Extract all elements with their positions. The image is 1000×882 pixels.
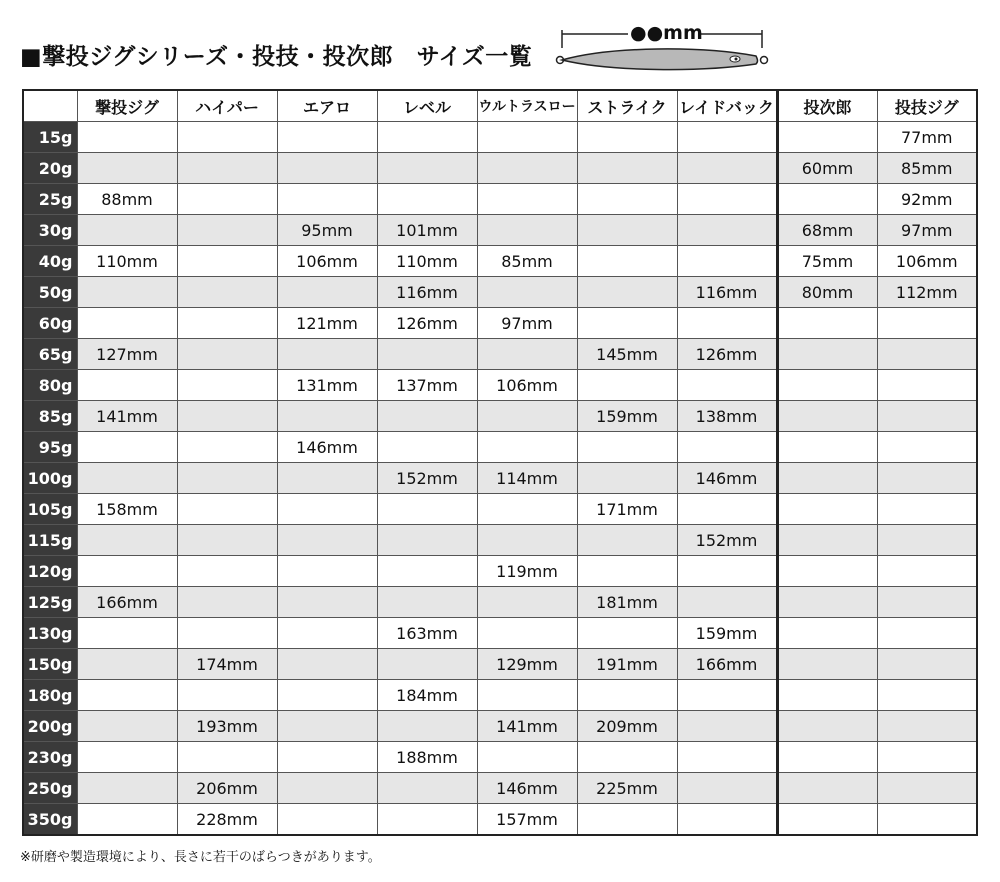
size-cell: [277, 618, 377, 649]
size-cell: [177, 277, 277, 308]
size-cell: [577, 432, 677, 463]
size-cell: [677, 122, 777, 153]
size-cell: [277, 153, 377, 184]
table-row: [23, 308, 977, 339]
size-cell: [477, 339, 577, 370]
size-cell: [477, 618, 577, 649]
size-cell: [777, 184, 877, 215]
size-cell: [477, 153, 577, 184]
size-cell: [877, 649, 977, 680]
weight-label: 95g: [23, 432, 77, 463]
size-cell: [377, 339, 477, 370]
size-cell: [877, 804, 977, 836]
size-cell: [577, 122, 677, 153]
size-cell: [277, 122, 377, 153]
size-cell: [777, 401, 877, 432]
table-row: [23, 773, 977, 804]
size-cell: [677, 587, 777, 618]
size-cell: 141mm: [77, 401, 177, 432]
table-row: [23, 618, 977, 649]
size-cell: [377, 804, 477, 836]
size-cell: [577, 277, 677, 308]
size-cell: [777, 773, 877, 804]
weight-label: 100g: [23, 463, 77, 494]
size-cell: [177, 525, 277, 556]
size-cell: 138mm: [677, 401, 777, 432]
column-header: ハイパー: [177, 90, 277, 122]
size-cell: 85mm: [477, 246, 577, 277]
size-cell: [277, 649, 377, 680]
size-cell: [77, 804, 177, 836]
size-cell: [77, 308, 177, 339]
table-row: [23, 463, 977, 494]
weight-label: 80g: [23, 370, 77, 401]
size-cell: [577, 804, 677, 836]
size-cell: [577, 618, 677, 649]
size-cell: 174mm: [177, 649, 277, 680]
size-cell: [177, 122, 277, 153]
size-cell: [677, 711, 777, 742]
size-cell: [277, 525, 377, 556]
lure-length-label: ●●mm: [630, 22, 703, 44]
size-cell: [77, 711, 177, 742]
size-cell: [177, 494, 277, 525]
size-cell: [677, 246, 777, 277]
size-cell: [577, 680, 677, 711]
size-cell: 209mm: [577, 711, 677, 742]
size-cell: [177, 587, 277, 618]
size-cell: [777, 525, 877, 556]
size-cell: 137mm: [377, 370, 477, 401]
table-row: [23, 277, 977, 308]
size-cell: 184mm: [377, 680, 477, 711]
weight-label: 105g: [23, 494, 77, 525]
size-cell: [377, 122, 477, 153]
table-row: [23, 711, 977, 742]
size-cell: [777, 494, 877, 525]
size-cell: [177, 618, 277, 649]
weight-label: 180g: [23, 680, 77, 711]
size-cell: [877, 587, 977, 618]
size-cell: [477, 122, 577, 153]
size-cell: [377, 587, 477, 618]
size-cell: 80mm: [777, 277, 877, 308]
size-cell: [77, 277, 177, 308]
size-cell: 106mm: [277, 246, 377, 277]
size-cell: [77, 432, 177, 463]
size-cell: [777, 587, 877, 618]
size-cell: [177, 742, 277, 773]
size-cell: 127mm: [77, 339, 177, 370]
size-cell: [277, 804, 377, 836]
size-cell: 75mm: [777, 246, 877, 277]
table-row: [23, 680, 977, 711]
column-header: 撃投ジグ: [77, 90, 177, 122]
size-cell: [477, 401, 577, 432]
size-cell: [177, 246, 277, 277]
table-row: [23, 370, 977, 401]
corner-cell: [23, 90, 77, 122]
table-row: [23, 494, 977, 525]
size-cell: [177, 401, 277, 432]
size-cell: [277, 401, 377, 432]
weight-label: 125g: [23, 587, 77, 618]
size-cell: [777, 804, 877, 836]
table-row: [23, 339, 977, 370]
size-cell: [777, 618, 877, 649]
weight-label: 130g: [23, 618, 77, 649]
size-cell: 163mm: [377, 618, 477, 649]
size-cell: [777, 432, 877, 463]
size-cell: 126mm: [377, 308, 477, 339]
size-cell: [277, 773, 377, 804]
column-header: レイドバック: [677, 90, 777, 122]
size-cell: 225mm: [577, 773, 677, 804]
weight-label: 25g: [23, 184, 77, 215]
size-cell: 119mm: [477, 556, 577, 587]
size-cell: [877, 711, 977, 742]
size-cell: 114mm: [477, 463, 577, 494]
size-cell: [77, 618, 177, 649]
size-cell: [677, 773, 777, 804]
weight-label: 120g: [23, 556, 77, 587]
size-cell: [577, 525, 677, 556]
weight-label: 150g: [23, 649, 77, 680]
size-cell: 110mm: [377, 246, 477, 277]
size-cell: 121mm: [277, 308, 377, 339]
size-cell: [477, 432, 577, 463]
footnote: ※研磨や製造環境により、長さに若干のばらつきがあります。: [20, 850, 381, 865]
size-cell: [677, 680, 777, 711]
size-cell: [477, 215, 577, 246]
size-cell: [377, 525, 477, 556]
column-header: ウルトラスロー: [477, 90, 577, 122]
size-cell: 146mm: [477, 773, 577, 804]
column-header: 投次郎: [777, 90, 877, 122]
size-cell: [877, 494, 977, 525]
table-row: [23, 246, 977, 277]
size-cell: [77, 649, 177, 680]
size-cell: [277, 587, 377, 618]
column-header: ストライク: [577, 90, 677, 122]
size-cell: [277, 711, 377, 742]
size-cell: [77, 370, 177, 401]
weight-label: 50g: [23, 277, 77, 308]
size-table: [22, 89, 978, 836]
size-cell: [277, 184, 377, 215]
size-cell: 92mm: [877, 184, 977, 215]
table-row: [23, 153, 977, 184]
size-cell: [377, 401, 477, 432]
weight-label: 230g: [23, 742, 77, 773]
size-cell: 157mm: [477, 804, 577, 836]
size-cell: 191mm: [577, 649, 677, 680]
table-row: [23, 122, 977, 153]
size-cell: 116mm: [377, 277, 477, 308]
size-cell: [377, 153, 477, 184]
column-header: エアロ: [277, 90, 377, 122]
size-cell: [877, 556, 977, 587]
size-cell: [377, 432, 477, 463]
weight-label: 350g: [23, 804, 77, 836]
size-cell: [77, 742, 177, 773]
size-cell: 158mm: [77, 494, 177, 525]
size-cell: [77, 556, 177, 587]
size-cell: 141mm: [477, 711, 577, 742]
size-cell: [477, 525, 577, 556]
size-cell: [77, 680, 177, 711]
size-cell: 110mm: [77, 246, 177, 277]
size-cell: [677, 804, 777, 836]
size-cell: [177, 463, 277, 494]
size-cell: [577, 370, 677, 401]
size-cell: [777, 711, 877, 742]
size-cell: 188mm: [377, 742, 477, 773]
size-cell: 126mm: [677, 339, 777, 370]
size-cell: 77mm: [877, 122, 977, 153]
size-cell: [377, 184, 477, 215]
size-cell: [477, 277, 577, 308]
size-cell: 166mm: [677, 649, 777, 680]
size-cell: 101mm: [377, 215, 477, 246]
size-cell: [677, 215, 777, 246]
table-row: [23, 432, 977, 463]
size-cell: [177, 432, 277, 463]
size-cell: [277, 556, 377, 587]
size-cell: [577, 184, 677, 215]
size-cell: [277, 463, 377, 494]
size-cell: [777, 122, 877, 153]
size-cell: [377, 773, 477, 804]
size-cell: [377, 649, 477, 680]
size-cell: [577, 246, 677, 277]
size-cell: [577, 215, 677, 246]
weight-label: 40g: [23, 246, 77, 277]
size-cell: [277, 680, 377, 711]
size-cell: [677, 308, 777, 339]
size-cell: [677, 153, 777, 184]
column-header: レベル: [377, 90, 477, 122]
size-cell: [777, 649, 877, 680]
size-cell: [677, 432, 777, 463]
table-row: [23, 804, 977, 836]
weight-label: 30g: [23, 215, 77, 246]
size-cell: [377, 711, 477, 742]
table-row: [23, 525, 977, 556]
size-cell: 181mm: [577, 587, 677, 618]
size-cell: [477, 742, 577, 773]
size-cell: [677, 556, 777, 587]
table-row: [23, 401, 977, 432]
size-cell: [877, 339, 977, 370]
size-cell: 152mm: [377, 463, 477, 494]
size-cell: [777, 463, 877, 494]
size-cell: [777, 370, 877, 401]
size-cell: 112mm: [877, 277, 977, 308]
page-title: ■撃投ジグシリーズ・投技・投次郎 サイズ一覧: [20, 44, 533, 70]
size-cell: [477, 587, 577, 618]
table-row: [23, 587, 977, 618]
size-cell: [877, 525, 977, 556]
weight-label: 20g: [23, 153, 77, 184]
size-cell: [77, 773, 177, 804]
size-cell: [777, 556, 877, 587]
size-cell: [177, 339, 277, 370]
size-cell: [477, 184, 577, 215]
size-cell: [877, 370, 977, 401]
size-cell: [177, 153, 277, 184]
size-cell: 85mm: [877, 153, 977, 184]
size-cell: 228mm: [177, 804, 277, 836]
size-cell: [77, 215, 177, 246]
size-cell: [77, 525, 177, 556]
size-cell: [477, 680, 577, 711]
size-cell: 206mm: [177, 773, 277, 804]
table-row: [23, 215, 977, 246]
size-cell: [577, 308, 677, 339]
column-header: 投技ジグ: [877, 90, 977, 122]
size-cell: [377, 494, 477, 525]
size-cell: [777, 680, 877, 711]
size-cell: [877, 401, 977, 432]
size-cell: 166mm: [77, 587, 177, 618]
size-cell: [877, 773, 977, 804]
table-row: [23, 649, 977, 680]
table-row: [23, 742, 977, 773]
weight-label: 65g: [23, 339, 77, 370]
size-cell: 145mm: [577, 339, 677, 370]
size-cell: [177, 308, 277, 339]
size-cell: 171mm: [577, 494, 677, 525]
weight-label: 85g: [23, 401, 77, 432]
size-cell: [177, 680, 277, 711]
size-cell: 97mm: [877, 215, 977, 246]
size-cell: [177, 215, 277, 246]
size-cell: [77, 463, 177, 494]
size-cell: [577, 153, 677, 184]
size-cell: 131mm: [277, 370, 377, 401]
table-row: [23, 184, 977, 215]
size-cell: [877, 432, 977, 463]
size-cell: 129mm: [477, 649, 577, 680]
size-cell: 193mm: [177, 711, 277, 742]
size-cell: [677, 742, 777, 773]
size-cell: [177, 370, 277, 401]
size-cell: [377, 556, 477, 587]
size-cell: 106mm: [877, 246, 977, 277]
size-cell: 159mm: [577, 401, 677, 432]
size-cell: [577, 463, 677, 494]
size-cell: [477, 494, 577, 525]
size-cell: [177, 556, 277, 587]
size-cell: 106mm: [477, 370, 577, 401]
size-cell: 146mm: [677, 463, 777, 494]
size-cell: [77, 122, 177, 153]
size-cell: [877, 308, 977, 339]
size-cell: [677, 370, 777, 401]
size-cell: [277, 277, 377, 308]
size-cell: [777, 339, 877, 370]
size-cell: 95mm: [277, 215, 377, 246]
size-cell: [777, 742, 877, 773]
size-cell: [677, 494, 777, 525]
size-cell: [577, 742, 677, 773]
size-cell: [277, 742, 377, 773]
size-cell: [877, 463, 977, 494]
size-cell: [877, 618, 977, 649]
size-cell: [877, 742, 977, 773]
size-cell: [177, 184, 277, 215]
size-cell: [777, 308, 877, 339]
size-cell: 152mm: [677, 525, 777, 556]
size-cell: 68mm: [777, 215, 877, 246]
size-cell: [77, 153, 177, 184]
size-cell: 146mm: [277, 432, 377, 463]
weight-label: 250g: [23, 773, 77, 804]
size-cell: [677, 184, 777, 215]
size-cell: [277, 494, 377, 525]
weight-label: 200g: [23, 711, 77, 742]
size-cell: 60mm: [777, 153, 877, 184]
size-cell: [277, 339, 377, 370]
size-cell: 97mm: [477, 308, 577, 339]
weight-label: 15g: [23, 122, 77, 153]
size-cell: 88mm: [77, 184, 177, 215]
size-cell: [877, 680, 977, 711]
size-cell: [577, 556, 677, 587]
size-cell: 116mm: [677, 277, 777, 308]
table-row: [23, 556, 977, 587]
weight-label: 115g: [23, 525, 77, 556]
weight-label: 60g: [23, 308, 77, 339]
table-header-row: [23, 90, 977, 122]
size-cell: 159mm: [677, 618, 777, 649]
